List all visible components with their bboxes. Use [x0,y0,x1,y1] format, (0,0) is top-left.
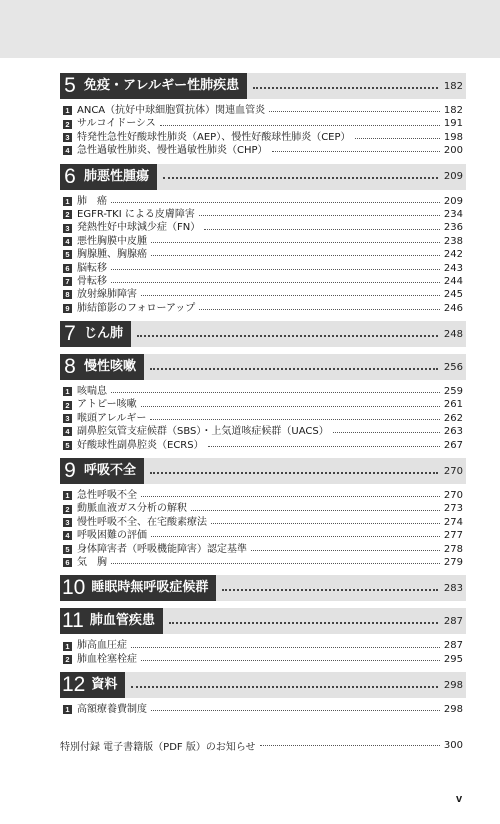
leader-dots [191,510,440,511]
leader-dots [222,589,438,591]
toc-item[interactable] [60,489,466,502]
chapter-heading[interactable] [60,164,466,190]
item-number-badge: 5 [63,250,72,259]
chapter-title: 睡眠時無呼吸症候群 [87,575,216,601]
toc-item[interactable] [60,104,466,117]
chapter-title: 資料 [87,672,125,698]
leader-dots [111,269,440,270]
item-page: 262 [443,412,463,424]
toc-item[interactable] [60,221,466,234]
item-number-badge: 1 [63,705,72,714]
chapter-page: 256 [443,361,463,373]
chapter-number: 7 [60,321,80,347]
item-number-badge: 4 [63,427,72,436]
item-title: 肺 癌 [77,195,107,207]
item-title: 放射線肺障害 [77,289,137,301]
chapter-heading[interactable] [60,458,466,484]
item-title: 喉頭アレルギー [77,412,147,424]
toc-item[interactable] [60,248,466,261]
item-title: EGFR-TKI による皮膚障害 [77,208,195,220]
chapter-title: じん肺 [80,321,131,347]
item-page: 198 [443,131,463,143]
item-page: 242 [443,249,463,261]
chapter-page: 209 [443,171,463,183]
chapter-title: 慢性咳嗽 [80,354,144,380]
chapter-page: 270 [443,465,463,477]
leader-dots [150,368,438,370]
toc-item[interactable] [60,703,466,716]
item-page: 277 [443,530,463,542]
chapter-number: 11 [62,609,84,633]
leader-dots [131,647,440,648]
item-title: 急性過敏性肺炎、慢性過敏性肺炎（CHP） [77,145,268,157]
item-page: 245 [443,289,463,301]
leader-dots [111,392,440,393]
item-number-badge: 2 [63,655,72,664]
item-number-badge: 5 [63,441,72,450]
toc-item[interactable] [60,398,466,411]
item-number-badge: 4 [63,237,72,246]
leader-dots [131,686,438,688]
item-number-badge: 5 [63,545,72,554]
item-page: 236 [443,222,463,234]
leader-dots [272,151,440,152]
chapter-title: 呼吸不全 [80,458,144,484]
item-number-badge: 3 [63,414,72,423]
item-number-badge: 2 [63,210,72,219]
chapter-heading[interactable] [60,321,466,347]
item-number-badge: 3 [63,518,72,527]
leader-dots [111,282,440,283]
item-page: 243 [443,262,463,274]
chapter-heading[interactable] [60,608,466,634]
item-page: 274 [443,516,463,528]
chapter-title: 免疫・アレルギー性肺疾患 [80,73,247,99]
toc-item[interactable] [60,412,466,425]
item-number-badge: 7 [63,277,72,286]
toc-item[interactable] [60,288,466,301]
item-number-badge: 3 [63,133,72,142]
item-number-badge: 1 [63,642,72,651]
item-title: 脳転移 [77,262,107,274]
leader-dots [137,335,438,337]
leader-dots [160,125,440,126]
item-page: 270 [443,490,463,502]
chapter-number: 10 [62,576,86,600]
toc-item[interactable] [60,385,466,398]
chapter-number: 8 [60,354,80,380]
item-number-badge: 8 [63,290,72,299]
chapter-heading[interactable] [60,672,466,698]
toc-item[interactable] [60,144,466,157]
table-of-contents [60,73,466,753]
toc-item[interactable] [60,131,466,144]
item-title: アトピー咳嗽 [77,399,137,411]
header-band [0,0,500,58]
chapter-page: 283 [443,582,463,594]
leader-dots [199,215,440,216]
leader-dots [253,87,438,89]
appendix-title: 特別付録 電子書籍版（PDF 版）のお知らせ [60,742,256,754]
item-number-badge: 2 [63,505,72,514]
page-folio: v [456,793,463,805]
appendix-page: 300 [443,740,463,752]
item-title: 動脈血液ガス分析の解釈 [77,503,187,515]
leader-dots [151,710,440,711]
chapter-item-list [60,639,466,666]
item-title: 肺高血圧症 [77,640,127,652]
toc-item[interactable] [60,195,466,208]
leader-dots [355,138,440,139]
chapter-title: 肺血管疾患 [86,608,163,634]
item-number-badge: 1 [63,491,72,500]
item-page: 244 [443,275,463,287]
leader-dots [151,242,440,243]
item-page: 287 [443,640,463,652]
item-title: 身体障害者（呼吸機能障害）認定基準 [77,543,247,555]
toc-item[interactable] [60,516,466,529]
toc-item[interactable] [60,439,466,452]
chapter-number: 12 [62,673,86,697]
leader-dots [111,202,440,203]
appendix-entry[interactable] [60,739,466,753]
item-number-badge: 4 [63,531,72,540]
item-page: 238 [443,235,463,247]
leader-dots [151,255,440,256]
item-title: 呼吸困難の評価 [77,530,147,542]
leader-dots [141,406,440,407]
item-title: 肺結節影のフォローアップ [77,302,196,314]
item-number-badge: 6 [63,558,72,567]
item-page: 298 [443,704,463,716]
item-title: 悪性胸膜中皮腫 [77,235,147,247]
item-page: 278 [443,543,463,555]
toc-item[interactable] [60,502,466,515]
item-page: 273 [443,503,463,515]
item-number-badge: 1 [63,387,72,396]
leader-dots [151,536,440,537]
toc-item[interactable] [60,117,466,130]
item-number-badge: 6 [63,264,72,273]
item-page: 234 [443,208,463,220]
item-page: 279 [443,556,463,568]
chapter-heading[interactable] [60,354,466,380]
toc-item[interactable] [60,208,466,221]
item-page: 267 [443,439,463,451]
toc-item[interactable] [60,235,466,248]
leader-dots [141,295,440,296]
toc-item[interactable] [60,543,466,556]
item-title: ANCA（抗好中球細胞質抗体）関連血管炎 [77,105,266,116]
leader-dots [199,309,440,310]
leader-dots [260,745,440,746]
item-page: 200 [443,145,463,157]
chapter-item-list [60,104,466,158]
item-title: 骨転移 [77,275,107,287]
item-title: 高額療養費制度 [77,704,147,716]
item-page: 259 [443,386,463,398]
toc-item[interactable] [60,302,466,315]
chapter-item-list [60,195,466,316]
leader-dots [211,523,440,524]
chapter-page: 248 [443,328,463,340]
toc-item[interactable] [60,425,466,438]
toc-item[interactable] [60,556,466,569]
item-title: 特発性急性好酸球性肺炎（AEP）、慢性好酸球性肺炎（CEP） [77,131,351,143]
item-number-badge: 4 [63,146,72,155]
item-page: 261 [443,399,463,411]
item-page: 182 [443,105,463,116]
leader-dots [141,660,440,661]
item-title: 胸腺腫、胸腺癌 [77,249,147,261]
chapter-title: 肺悪性腫瘍 [80,164,157,190]
item-page: 295 [443,653,463,665]
leader-dots [169,622,438,624]
leader-dots [141,496,440,497]
item-page: 191 [443,118,463,130]
item-title: サルコイドーシス [77,118,156,130]
item-title: 発熱性好中球減少症（FN） [77,222,201,234]
item-number-badge: 2 [63,401,72,410]
item-page: 246 [443,302,463,314]
toc-item[interactable] [60,653,466,666]
toc-item[interactable] [60,529,466,542]
chapter-item-list [60,489,466,569]
chapter-number: 6 [60,164,80,190]
item-number-badge: 2 [63,120,72,129]
item-number-badge: 9 [63,304,72,313]
item-title: 急性呼吸不全 [77,490,137,502]
chapter-page: 182 [443,80,463,92]
chapter-heading[interactable] [60,73,466,99]
chapter-page: 287 [443,615,463,627]
item-page: 263 [443,426,463,438]
leader-dots [269,111,440,112]
leader-dots [163,177,438,179]
leader-dots [150,472,438,474]
chapter-number: 5 [60,73,80,99]
item-number-badge: 3 [63,224,72,233]
leader-dots [333,432,440,433]
leader-dots [111,563,440,564]
toc-item[interactable] [60,275,466,288]
toc-item[interactable] [60,639,466,652]
item-title: 肺血栓塞栓症 [77,653,137,665]
item-number-badge: 1 [63,106,72,115]
item-title: 咳喘息 [77,386,107,398]
item-title: 副鼻腔気管支症候群（SBS）・上気道咳症候群（UACS） [77,426,329,438]
item-page: 209 [443,195,463,207]
leader-dots [204,229,440,230]
toc-item[interactable] [60,262,466,275]
chapter-number: 9 [60,458,80,484]
chapter-page: 298 [443,679,463,691]
item-title: 慢性呼吸不全、在宅酸素療法 [77,516,207,528]
leader-dots [251,550,440,551]
item-title: 気 胸 [77,556,107,568]
chapter-heading[interactable] [60,575,466,601]
item-title: 好酸球性副鼻腔炎（ECRS） [77,439,204,451]
chapter-item-list [60,385,466,452]
chapter-item-list [60,703,466,716]
item-number-badge: 1 [63,197,72,206]
leader-dots [208,446,440,447]
leader-dots [150,419,440,420]
